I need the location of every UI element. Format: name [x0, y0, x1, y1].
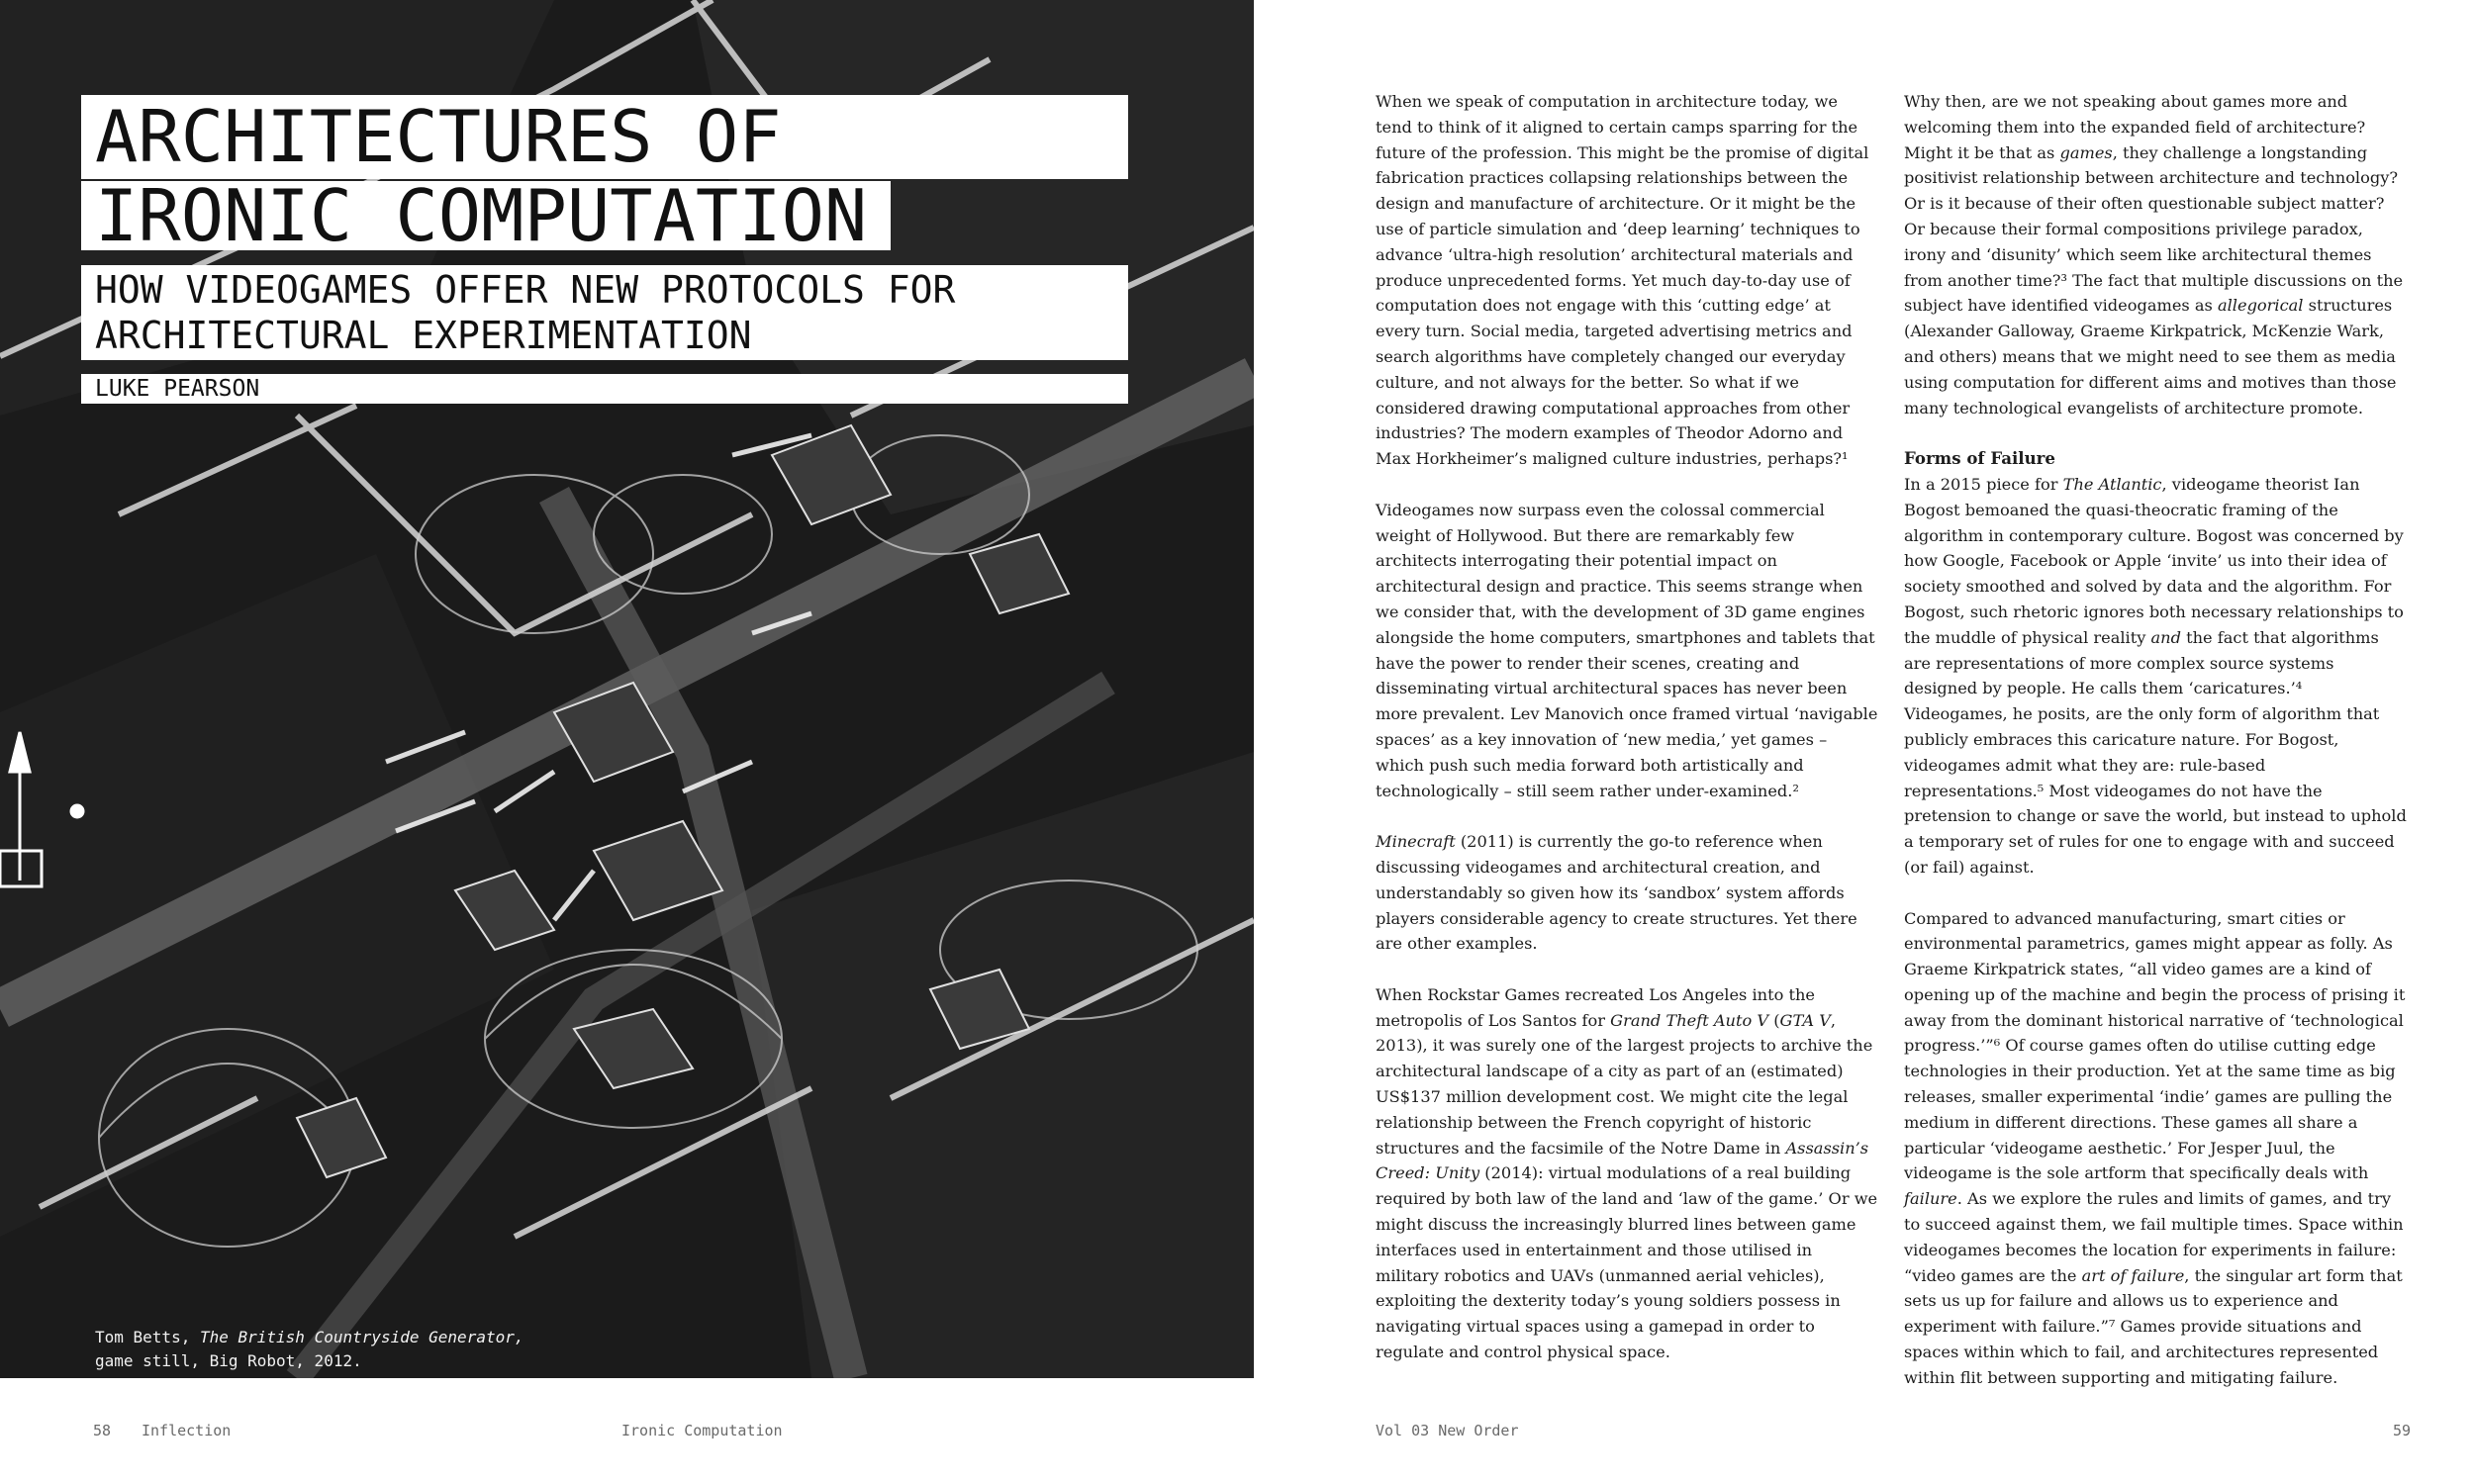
italic-title: GTA V — [1779, 1010, 1831, 1030]
paragraph: When we speak of computation in architecture today, we tend to think of it aligned to certain camps sparring for the future of the profession. This might be the promise of digital fabrication practices collapsing relationships between the design and manufacture of architecture. Or it might be the use of particle simulation and ‘deep learning’ techniques to advance ‘ultra-high resolution’ architectural materials and produce unprecedented forms. Yet much day-to-day use of computation does not engage with this ‘cutting edge’ at every turn. Social media, targeted advertising metrics and search algorithms have completely changed our everyday culture, and not always for the better. So what if we considered drawing computational approaches from other industries? The modern examples of Theodor Adorno and Max Horkheimer’s maligned culture industries, perhaps?¹ — [1376, 92, 1869, 469]
caption-prefix: Tom Betts, — [95, 1328, 200, 1346]
footer-left-page-number: 58 — [93, 1422, 112, 1439]
paragraph: Why then, are we not speaking about games more and welcoming them into the expanded field of architecture? Might it be that as games, they challenge a longstanding positivist relationship between architecture and technology? Or is it because of their often questionable subject matter? Or because their formal compositions privilege paradox, irony and ‘disunity’ which seem like architectural themes from another time?³ The fact that multiple discussions on the subject have identified videogames as allegorical structures (Alexander Galloway, Graeme Kirkpatrick, McKenzie Wark, and others) means that we might need to see them as media using computation for different aims and motives than those many technological evangelists of architecture promote. — [1904, 92, 2404, 417]
italic-term: games — [2059, 142, 2113, 162]
paragraph: Videogames now surpass even the colossal commercial weight of Hollywood. But there are remarkably few architects interrogating their potential impact on architectural design and practice. This seems strange when we consider that, with the development of 3D game engines alongside the home computers, smartphones and tablets that have the power to render their scenes, creating and disseminating virtual architectural spaces has never been more prevalent. Lev Manovich once framed virtual ‘navigable spaces’ as a key innovation of ‘new media,’ yet games – which push such media forward both artistically and technologically – still seem rather under-examined.² — [1376, 500, 1878, 800]
footer-running-title: Ironic Computation — [621, 1422, 783, 1439]
caption-suffix: game still, Big Robot, 2012. — [95, 1351, 362, 1370]
subtitle-line-1: HOW VIDEOGAMES OFFER NEW PROTOCOLS FOR — [95, 268, 956, 312]
footer-volume: Vol 03 New Order — [1376, 1422, 1519, 1439]
footer-section-name: Inflection — [142, 1422, 232, 1439]
footer-right-page-number: 59 — [2393, 1422, 2412, 1439]
italic-title: Assassin’s Creed: Unity — [1376, 1138, 1869, 1183]
author-name: LUKE PEARSON — [81, 374, 1128, 404]
text-column-2 — [1904, 89, 2407, 1416]
paragraph: When Rockstar Games recreated Los Angeles into the metropolis of Los Santos for Grand Theft Auto V (GTA V, 2013), it was surely one of the largest projects to archive the architectural landscape of a city as part of an (estimated) US$137 million development cost. We might cite the legal relationship between the French copyright of historic structures and the facsimile of the Notre Dame in Assassin’s Creed: Unity (2014): virtual modulations of a real building required by both law of the land and ‘law of the game.’ Or we might discuss the increasingly blurred lines between game interfaces used in entertainment and those utilised in military robotics and UAVs (unmanned aerial vehicles), exploiting the dexterity today’s young soldiers possess in navigating virtual spaces using a gamepad in order to regulate and control physical space. — [1376, 984, 1878, 1362]
caption-work-title: The British Countryside Generator, — [199, 1328, 524, 1346]
italic-term: failure — [1904, 1189, 1957, 1209]
text-column-1 — [1376, 89, 1878, 1391]
italic-term: art of failure — [2081, 1265, 2185, 1285]
italic-term: allegorical — [2217, 296, 2304, 316]
paragraph: Minecraft (2011) is currently the go-to reference when discussing videogames and architectural creation, and understandably so given how its ‘sandbox’ system affords players considerable agency to create structures. Yet there are other examples. — [1376, 832, 1857, 954]
italic-title: Grand Theft Auto V — [1610, 1010, 1769, 1030]
title-line-1: ARCHITECTURES OF — [81, 95, 1128, 179]
game-still-image — [0, 0, 1254, 1378]
title-line-2: IRONIC COMPUTATION — [81, 181, 891, 250]
paragraph: Compared to advanced manufacturing, smart cities or environmental parametrics, games might appear as folly. As Graeme Kirkpatrick states, “all video games are a kind of opening up of the machine and begin the process of prising it away from the dominant historical narrative of ‘technological progress.’”⁶ Of course games often do utilise cutting edge technologies in their production. Yet at the same time as big releases, smaller experimental ‘indie’ games are pulling the medium in different directions. These games all share a particular ‘videogame aesthetic.’ For Jesper Juul, the videogame is the sole artform that specifically deals with failure. As we explore the rules and limits of games, and try to succeed against them, we fail multiple times. Space within videogames becomes the location for experiments in failure: “video games are the art of failure, the singular art form that sets us up for failure and allows us to experience and experiment with failure.”⁷ Games provide situations and spaces within which to fail, and architectures represented within flit between supporting and mitigating failure. — [1904, 908, 2406, 1387]
subtitle-line-2: ARCHITECTURAL EXPERIMENTATION — [95, 314, 752, 357]
italic-term: and — [2150, 627, 2181, 647]
paragraph: In a 2015 piece for The Atlantic, videogame theorist Ian Bogost bemoaned the quasi-theocratic framing of the algorithm in contemporary culture. Bogost was concerned by how Google, Facebook or Apple ‘invite’ us into their idea of society smoothed and solved by data and the algorithm. For Bogost, such rhetoric ignores both necessary relationships to the muddle of physical reality and the fact that algorithms are representations of more complex source systems designed by people. He calls them ‘caricatures.’⁴ Videogames, he posits, are the only form of algorithm that publicly embraces this caricature nature. For Bogost, videogames admit what they are: rule-based representations.⁵ Most videogames do not have the pretension to change or save the world, but instead to uphold a temporary set of rules for one to engage with and succeed (or fail) against. — [1904, 474, 2407, 877]
subtitle — [81, 265, 1128, 360]
section-heading: Forms of Failure — [1904, 448, 2055, 469]
image-caption — [95, 1326, 550, 1373]
italic-title: The Atlantic — [2062, 474, 2162, 494]
italic-title: Minecraft — [1376, 832, 1456, 852]
